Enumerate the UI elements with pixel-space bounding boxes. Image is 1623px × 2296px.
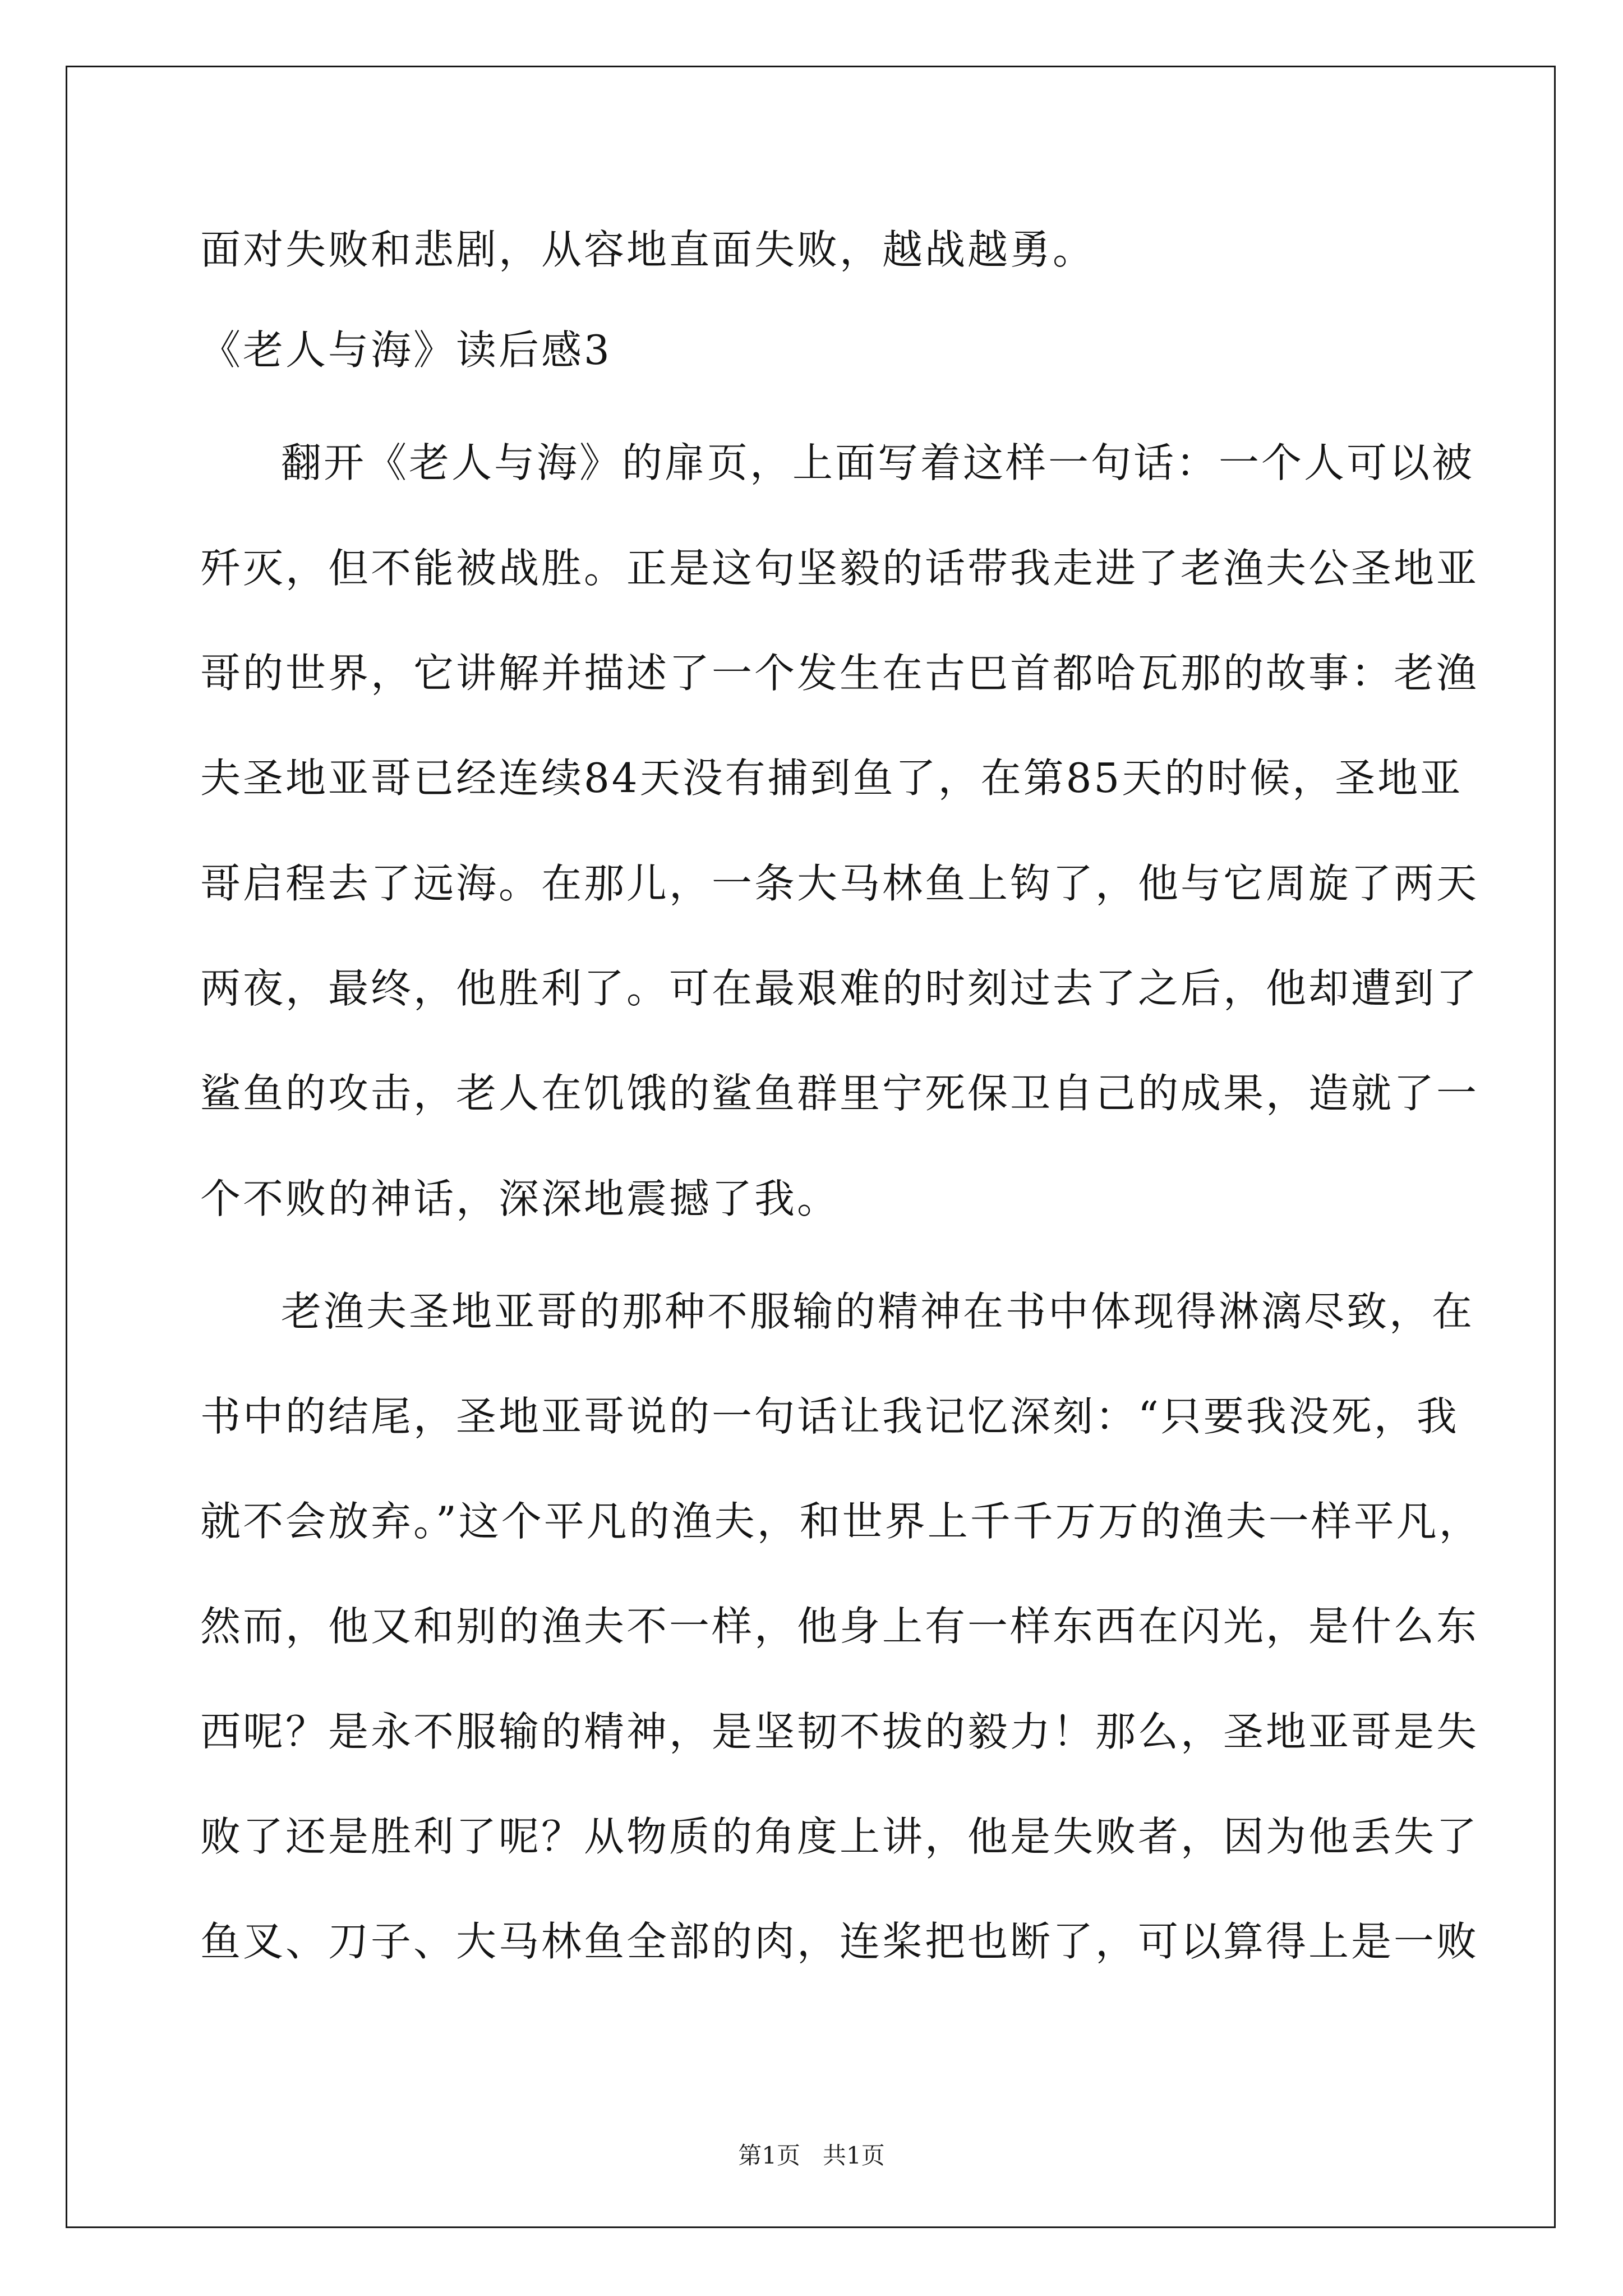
text-line: 就不会放弃。”这个平凡的渔夫，和世界上千千万万的渔夫一样平凡， bbox=[200, 1498, 1482, 1545]
text-line: 鲨鱼的攻击，老人在饥饿的鲨鱼群里宁死保卫自己的成果，造就了一 bbox=[200, 1070, 1479, 1117]
text-line: 哥的世界，它讲解并描述了一个发生在古巴首都哈瓦那的故事：老渔 bbox=[200, 650, 1479, 697]
text-line: 歼灭，但不能被战胜。正是这句坚毅的话带我走进了老渔夫公圣地亚 bbox=[200, 545, 1479, 592]
text-line: 夫圣地亚哥已经连续84天没有捕到鱼了，在第85天的时候，圣地亚 bbox=[200, 754, 1463, 802]
section-heading: 《老人与海》读后感3 bbox=[200, 326, 612, 374]
paragraph-first-line: 翻开《老人与海》的扉页，上面写着这样一句话：一个人可以被 bbox=[281, 439, 1475, 486]
text-line: 然而，他又和别的渔夫不一样，他身上有一样东西在闪光，是什么东 bbox=[200, 1603, 1479, 1650]
paragraph-first-line: 老渔夫圣地亚哥的那种不服输的精神在书中体现得淋漓尽致，在 bbox=[281, 1288, 1475, 1335]
text-line: 书中的结尾，圣地亚哥说的一句话让我记忆深刻：“只要我没死，我 bbox=[200, 1393, 1459, 1440]
text-line: 面对失败和悲剧，从容地直面失败，越战越勇。 bbox=[200, 226, 1096, 273]
page-border bbox=[66, 66, 1556, 2228]
text-line: 两夜，最终，他胜利了。可在最艰难的时刻过去了之后，他却遭到了 bbox=[200, 965, 1479, 1012]
text-line: 哥启程去了远海。在那儿，一条大马林鱼上钩了，他与它周旋了两天 bbox=[200, 860, 1479, 907]
text-line: 鱼叉、刀子、大马林鱼全部的肉，连桨把也断了，可以算得上是一败 bbox=[200, 1918, 1479, 1965]
text-line: 个不败的神话，深深地震撼了我。 bbox=[200, 1175, 840, 1222]
page-number-footer: 第1页 共1页 bbox=[738, 2142, 885, 2169]
text-line: 败了还是胜利了呢？从物质的角度上讲，他是失败者，因为他丢失了 bbox=[200, 1813, 1479, 1860]
text-line: 西呢？是永不服输的精神，是坚韧不拔的毅力！那么，圣地亚哥是失 bbox=[200, 1708, 1479, 1755]
